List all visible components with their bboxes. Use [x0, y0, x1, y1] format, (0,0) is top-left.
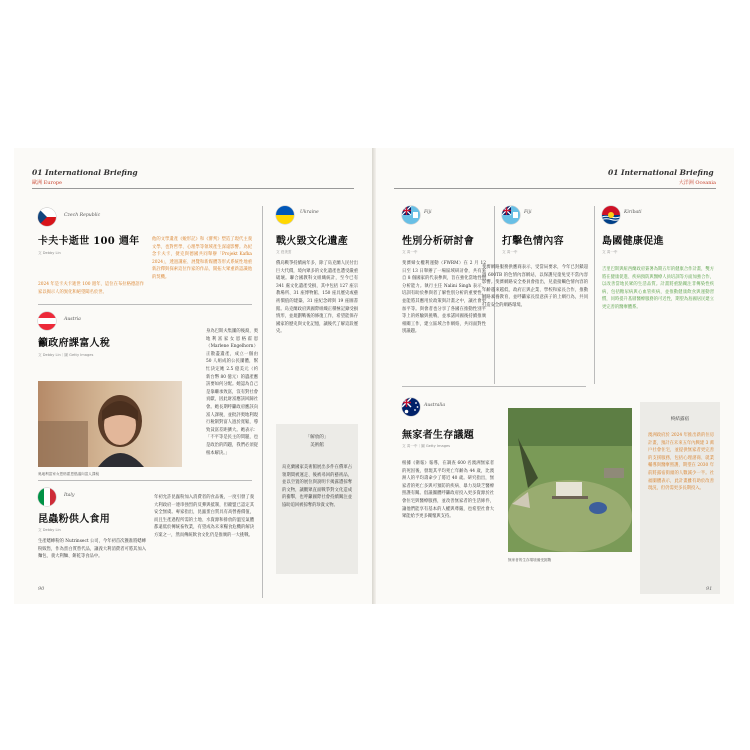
- czech-body-main: 他的文學遺產《蛻形記》和《審判》塑造了現代主義文學，也對哲學、心理學等領域產生深遠影響。為紀念卡夫卡，捷克與德國共同舉辦「Projekt Kafka 2024」，透過講座、展覽和新媒體等形式系統性地重新詮釋與探索這位作家的作品，開拓大眾重新認識他的契機。: [152, 237, 252, 280]
- austria-flag-icon: [38, 312, 56, 330]
- italy-headline: 昆蟲粉供人食用: [38, 514, 111, 525]
- austria-country-label: Austria: [64, 317, 81, 322]
- czech-body-intro: 2024 年是卡夫卡逝世 100 週年，這位在布拉格德語作家以揭示人的異化和絕望聞名於世。: [38, 282, 144, 295]
- austria-body: 身為巴斯夫集團的後裔，奧地利富家女恩格霍恩（Marlene Engelhorn）正散盡遺產，成立一個由 50 人組成的公民團體，幫忙決定她 2.5 億美元（約新台幣 80 億元）的遺產應該要如何分配。她認為自己是靠繼承致富，沒有對社會貢獻，因此財富應該回歸社會。她長期呼籲政府應該向富人課稅，並批評奧地利現行稅制對富人過於寬鬆，導致貧富差距擴大。她表示：「不平等是民主的問題，也是政治的問題，我們必須從根本解決。」: [206, 329, 258, 456]
- left-header-section: 歐洲 Europe: [32, 180, 63, 186]
- right-header-section: 大洋洲 Oceania: [678, 180, 716, 186]
- fiji-2-headline: 打擊色情內容: [502, 236, 564, 247]
- left-page-number: 90: [38, 586, 45, 592]
- czech-byline: 文 Debby Lin: [38, 251, 61, 255]
- fiji-flag-icon-2: [502, 206, 520, 224]
- right-header: [608, 168, 716, 186]
- right-divider-2: [594, 206, 595, 384]
- fiji-2-byline: 文 黃一中: [502, 250, 518, 254]
- ukraine-sidebar-box: [276, 424, 358, 574]
- australia-box-title: 終結露宿: [670, 417, 690, 422]
- italy-flag-icon: [38, 488, 56, 506]
- fiji-1-body: 斐濟婦女權利運動（FWRM）在 2 月 12 日至 13 日舉辦了一場區域研討會，共有來自 8 個國家的代表參與，旨在強化當地性別分析能力。執行主任 Nalini Singh 表示，培訓有助於參與者了解性別分析的重要性，並能將其應用於政策與計畫之中，讓社會更加平等。與會者也分享了各國在推動性別平等上的經驗與挑戰，並承諾回國後持續推廣相關工作，建立區域合作網絡，共同面對性別議題。: [402, 261, 486, 335]
- kiribati-headline: 島國健康促進: [602, 236, 664, 247]
- australia-country-label: Australia: [424, 403, 446, 408]
- ukraine-headline: 戰火毀文化遺產: [276, 236, 349, 247]
- kiribati-country-label: Kiribati: [624, 210, 642, 215]
- czech-flag-icon: [38, 208, 56, 226]
- right-top-divider: [402, 386, 586, 387]
- czech-austria-divider: [38, 304, 252, 305]
- czech-headline: 卡夫卡逝世 100 週年: [38, 236, 140, 247]
- right-page: [376, 148, 734, 604]
- austria-photo-caption: 奧地利富家女恩格霍恩倡議向富人課稅: [38, 472, 100, 476]
- australia-headline: 無家者生存議題: [402, 430, 475, 441]
- left-header: [32, 168, 138, 186]
- australia-photo-caption: 無家者的生存環境備受挑戰: [508, 558, 552, 562]
- fiji-1-headline: 性別分析研討會: [402, 236, 475, 247]
- ukraine-byline: 文 莊美雲: [276, 250, 292, 254]
- australia-box-body: 澳洲政府於 2024 年推出新的住房計畫，預計在未來五年內興建 3 萬戶社會住宅，並提供無家者更完善的支援服務，包括心理諮商、就業輔導與醫療照護，期望在 2030 年前將露宿街頭的人數減少一半。社福團體表示，此計畫雖有助於改善現況，但仍需更多長期投入。: [648, 433, 714, 492]
- italy-body-1: 生產蟋蟀粉的 Nutrinsect 公司，今年初首次獲准將蟋蟀粉販售，作為蛋白質替代品，讓義大利消費者可將其加入麵包、義大利麵、餅乾等食品中。: [38, 539, 146, 560]
- austria-photo: [38, 381, 182, 467]
- ukraine-country-label: Ukraine: [300, 210, 319, 215]
- kiribati-byline: 文 黃一中: [602, 250, 618, 254]
- fiji-country-label-2: Fiji: [524, 210, 532, 215]
- australia-sidebar-box: [640, 402, 720, 594]
- fiji-2-body: 斐濟網路服務供應商表示，受當局要求，今年已封鎖超過 600TB 的色情內容網站，以保護兒童免受不當內容影響。斐濟網路安全委員會指出，兒童接觸色情內容的年齡越來越低，政府正與企業、學校和家長合作，推動網路素養教育，並呼籲家長留意孩子的上網行為，共同打造安全的網路環境。: [482, 265, 588, 308]
- australia-flag-icon: [402, 398, 420, 416]
- ukraine-body: 俄烏戰爭持續兩年多，除了烏克蘭人民付出巨大代價，境內眾多的文化遺產也遭受嚴重破壞。聯合國教科文組織統計，至今已有 341 處文化遺產受損，其中包括 127 座宗教場所、31 座博物館、150 座具歷史或藝術價值的建築、31 座紀念碑與 19 座圖書館。烏克蘭政府與國際組織正積極記錄受損情形，並規劃戰後的修復工作，希望能保存國家的歷史與文化記憶，讓後代了解這段歷史。: [276, 261, 358, 335]
- left-header-rule: [32, 188, 354, 189]
- ukraine-box-body: 烏克蘭國家美術館展出多件在俄軍占領期間被運走、後被尋回的藝術品，並以空置的展位與說明卡揭露遭掠奪的文物，讓觀眾直面戰爭對文化造成的衝擊，也呼籲國際社會持續關注並協助追回被掠奪的珍貴文物。: [282, 465, 352, 508]
- fiji-1-byline: 文 黃一中: [402, 250, 418, 254]
- right-header-title: 01 International Briefing: [608, 168, 714, 177]
- right-page-number: 91: [706, 586, 713, 592]
- left-page: [14, 148, 372, 604]
- austria-headline: 籲政府課富人稅: [38, 338, 111, 349]
- left-column-divider: [262, 206, 263, 598]
- ukraine-box-title: 「解放的」 美術館: [305, 435, 329, 448]
- italy-byline: 文 Debby Lin: [38, 528, 61, 532]
- australia-body: 根據《衛報》報導，在調查 600 名澳洲無家者的死因後，發現其平均死亡年齡為 44 歲，比澳洲人的平均壽命少了將近 40 歲。研究指出，無家者的死亡多與可預防的疾病、暴力及缺乏醫療照護有關。倡議團體呼籲政府投入更多資源於社會住宅與醫療服務，並改善無家者的生活條件，讓他們能享有基本的人權與尊嚴，也希望社會大眾能給予更多關懷與支持。: [402, 461, 494, 520]
- kiribati-body: 吉里巴斯與紐西蘭政府簽署為期五年的健康合作計畫，雙方將在健康促進、疾病預防與醫療人員培訓等方面加強合作，以改善當地民眾的生活品質。計畫將重點關注非傳染性疾病，包括糖尿病與心血管疾病，並推動健康飲食與運動習慣，同時提升基層醫療服務的可近性，期望為島國居民建立更完善的醫療體系。: [602, 267, 714, 310]
- right-header-rule: [394, 188, 716, 189]
- fiji-flag-icon-1: [402, 206, 420, 224]
- austria-byline: 文 Debby Lin｜圖 Getty Images: [38, 353, 94, 357]
- czech-country-label: Czech Republic: [64, 213, 101, 218]
- fiji-country-label-1: Fiji: [424, 210, 432, 215]
- australia-photo: [508, 408, 632, 552]
- italy-country-label: Italy: [64, 493, 75, 498]
- italy-body-2: 年初允許昆蟲粉加入消費者的食品後，一度引發了義大利政府一連串強烈的反彈與抵制，但歐盟已認定其安全無虞。專家指出，昆蟲蛋白質具有高營養價值，而且生產過程所需的土地、水資源和排放的溫室氣體都遠低於傳統畜牧業，有望成為未來糧食危機的解決方案之一，然而傳統飲食文化仍是推廣的一大挑戰。: [154, 495, 254, 538]
- ukraine-flag-icon: [276, 206, 294, 224]
- austria-italy-divider: [38, 480, 252, 481]
- left-header-title: 01 International Briefing: [32, 168, 138, 177]
- kiribati-flag-icon: [602, 206, 620, 224]
- australia-byline: 文 黃一中｜圖 Getty Images: [402, 444, 451, 448]
